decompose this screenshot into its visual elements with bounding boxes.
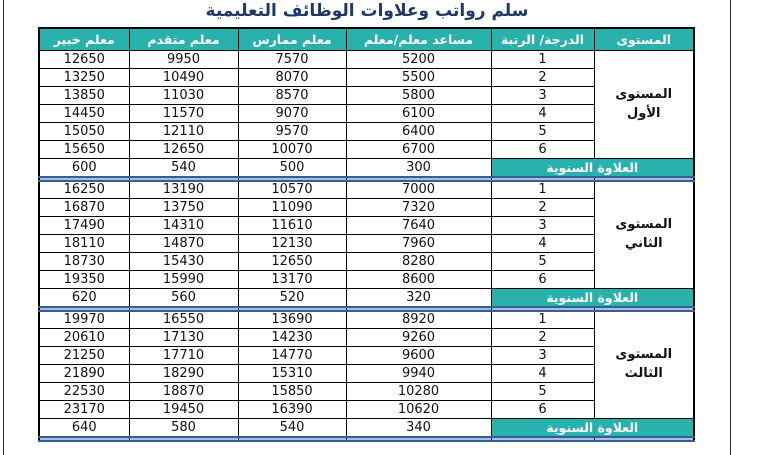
salary-cell: 5800 bbox=[346, 87, 491, 105]
rank-cell: 3 bbox=[491, 87, 594, 105]
header-level: المستوى bbox=[594, 28, 694, 51]
level-cell: المستوى الأول bbox=[594, 51, 694, 159]
rank-cell: 5 bbox=[491, 123, 594, 141]
salary-cell: 16550 bbox=[129, 311, 238, 329]
salary-cell: 8570 bbox=[238, 87, 346, 105]
salary-cell: 19450 bbox=[129, 401, 238, 419]
rank-cell: 4 bbox=[491, 365, 594, 383]
salary-cell: 12650 bbox=[129, 141, 238, 159]
salary-cell: 14450 bbox=[39, 105, 129, 123]
salary-cell: 15050 bbox=[39, 123, 129, 141]
allowance-value-cell: 580 bbox=[129, 419, 238, 437]
salary-cell: 9950 bbox=[129, 51, 238, 69]
allowance-row bbox=[39, 419, 694, 437]
rank-cell: 6 bbox=[491, 271, 594, 289]
salary-cell: 15850 bbox=[238, 383, 346, 401]
allowance-label: العلاوة السنوية bbox=[491, 289, 694, 307]
level-cell: المستوى الثاني bbox=[594, 181, 694, 289]
allowance-label: العلاوة السنوية bbox=[491, 419, 694, 437]
salary-cell: 8920 bbox=[346, 311, 491, 329]
salary-cell: 17710 bbox=[129, 347, 238, 365]
table-row bbox=[39, 181, 694, 199]
section-separator bbox=[39, 437, 694, 441]
allowance-row bbox=[39, 289, 694, 307]
salary-cell: 12650 bbox=[238, 253, 346, 271]
salary-cell: 12650 bbox=[39, 51, 129, 69]
salary-cell: 15430 bbox=[129, 253, 238, 271]
salary-cell: 7000 bbox=[346, 181, 491, 199]
salary-cell: 19970 bbox=[39, 311, 129, 329]
table-row bbox=[39, 311, 694, 329]
salary-cell: 10490 bbox=[129, 69, 238, 87]
salary-cell: 13170 bbox=[238, 271, 346, 289]
rank-cell: 6 bbox=[491, 401, 594, 419]
salary-cell: 8070 bbox=[238, 69, 346, 87]
page-border-left bbox=[3, 0, 4, 455]
salary-cell: 13250 bbox=[39, 69, 129, 87]
rank-cell: 5 bbox=[491, 383, 594, 401]
allowance-value-cell: 500 bbox=[238, 159, 346, 177]
salary-cell: 7960 bbox=[346, 235, 491, 253]
page-title: سلم رواتب وعلاوات الوظائف التعليمية bbox=[205, 1, 529, 21]
salary-cell: 12110 bbox=[129, 123, 238, 141]
salary-cell: 14870 bbox=[129, 235, 238, 253]
salary-cell: 10280 bbox=[346, 383, 491, 401]
salary-cell: 14230 bbox=[238, 329, 346, 347]
table-row bbox=[39, 51, 694, 69]
salary-cell: 16390 bbox=[238, 401, 346, 419]
salary-cell: 21250 bbox=[39, 347, 129, 365]
header-row bbox=[39, 28, 694, 51]
salary-cell: 13190 bbox=[129, 181, 238, 199]
rank-cell: 1 bbox=[491, 311, 594, 329]
salary-cell: 9570 bbox=[238, 123, 346, 141]
allowance-value-cell: 300 bbox=[346, 159, 491, 177]
salary-cell: 20610 bbox=[39, 329, 129, 347]
rank-cell: 5 bbox=[491, 253, 594, 271]
allowance-value-cell: 620 bbox=[39, 289, 129, 307]
allowance-value-cell: 540 bbox=[129, 159, 238, 177]
salary-cell: 18290 bbox=[129, 365, 238, 383]
salary-cell: 5200 bbox=[346, 51, 491, 69]
salary-cell: 17130 bbox=[129, 329, 238, 347]
salary-cell: 13750 bbox=[129, 199, 238, 217]
allowance-value-cell: 520 bbox=[238, 289, 346, 307]
salary-cell: 15650 bbox=[39, 141, 129, 159]
allowance-row bbox=[39, 159, 694, 177]
header-grade: الدرجة/ الرتبة bbox=[491, 28, 594, 51]
salary-cell: 11090 bbox=[238, 199, 346, 217]
salary-cell: 10570 bbox=[238, 181, 346, 199]
salary-cell: 6100 bbox=[346, 105, 491, 123]
salary-cell: 7570 bbox=[238, 51, 346, 69]
salary-cell: 5500 bbox=[346, 69, 491, 87]
salary-cell: 6700 bbox=[346, 141, 491, 159]
salary-cell: 15310 bbox=[238, 365, 346, 383]
rank-cell: 4 bbox=[491, 235, 594, 253]
salary-cell: 8600 bbox=[346, 271, 491, 289]
salary-cell: 7640 bbox=[346, 217, 491, 235]
header-expert-teacher: معلم خبير bbox=[39, 28, 129, 51]
salary-cell: 11610 bbox=[238, 217, 346, 235]
allowance-value-cell: 540 bbox=[238, 419, 346, 437]
rank-cell: 6 bbox=[491, 141, 594, 159]
salary-cell: 23170 bbox=[39, 401, 129, 419]
salary-cell: 12130 bbox=[238, 235, 346, 253]
salary-cell: 10620 bbox=[346, 401, 491, 419]
salary-cell: 9940 bbox=[346, 365, 491, 383]
rank-cell: 3 bbox=[491, 347, 594, 365]
page-border-right bbox=[730, 0, 731, 455]
salary-cell: 14310 bbox=[129, 217, 238, 235]
rank-cell: 1 bbox=[491, 51, 594, 69]
salary-cell: 16250 bbox=[39, 181, 129, 199]
salary-cell: 9600 bbox=[346, 347, 491, 365]
salary-cell: 13690 bbox=[238, 311, 346, 329]
header-assistant-teacher: مساعد معلم/معلم bbox=[346, 28, 491, 51]
salary-cell: 18110 bbox=[39, 235, 129, 253]
salary-table bbox=[38, 27, 695, 442]
allowance-label: العلاوة السنوية bbox=[491, 159, 694, 177]
salary-cell: 18870 bbox=[129, 383, 238, 401]
salary-cell: 8280 bbox=[346, 253, 491, 271]
salary-cell: 17490 bbox=[39, 217, 129, 235]
salary-cell: 18730 bbox=[39, 253, 129, 271]
salary-cell: 13850 bbox=[39, 87, 129, 105]
salary-cell: 21890 bbox=[39, 365, 129, 383]
allowance-value-cell: 560 bbox=[129, 289, 238, 307]
salary-cell: 9260 bbox=[346, 329, 491, 347]
level-cell: المستوى الثالث bbox=[594, 311, 694, 419]
salary-cell: 15990 bbox=[129, 271, 238, 289]
salary-cell: 22530 bbox=[39, 383, 129, 401]
salary-cell: 7320 bbox=[346, 199, 491, 217]
rank-cell: 1 bbox=[491, 181, 594, 199]
rank-cell: 2 bbox=[491, 199, 594, 217]
salary-cell: 6400 bbox=[346, 123, 491, 141]
rank-cell: 2 bbox=[491, 69, 594, 87]
allowance-value-cell: 340 bbox=[346, 419, 491, 437]
header-advanced-teacher: معلم متقدم bbox=[129, 28, 238, 51]
salary-cell: 10070 bbox=[238, 141, 346, 159]
allowance-value-cell: 600 bbox=[39, 159, 129, 177]
rank-cell: 3 bbox=[491, 217, 594, 235]
salary-cell: 16870 bbox=[39, 199, 129, 217]
salary-cell: 19350 bbox=[39, 271, 129, 289]
salary-cell: 14770 bbox=[238, 347, 346, 365]
salary-cell: 9070 bbox=[238, 105, 346, 123]
allowance-value-cell: 320 bbox=[346, 289, 491, 307]
header-practitioner-teacher: معلم ممارس bbox=[238, 28, 346, 51]
rank-cell: 4 bbox=[491, 105, 594, 123]
salary-cell: 11030 bbox=[129, 87, 238, 105]
allowance-value-cell: 640 bbox=[39, 419, 129, 437]
salary-cell: 11570 bbox=[129, 105, 238, 123]
rank-cell: 2 bbox=[491, 329, 594, 347]
